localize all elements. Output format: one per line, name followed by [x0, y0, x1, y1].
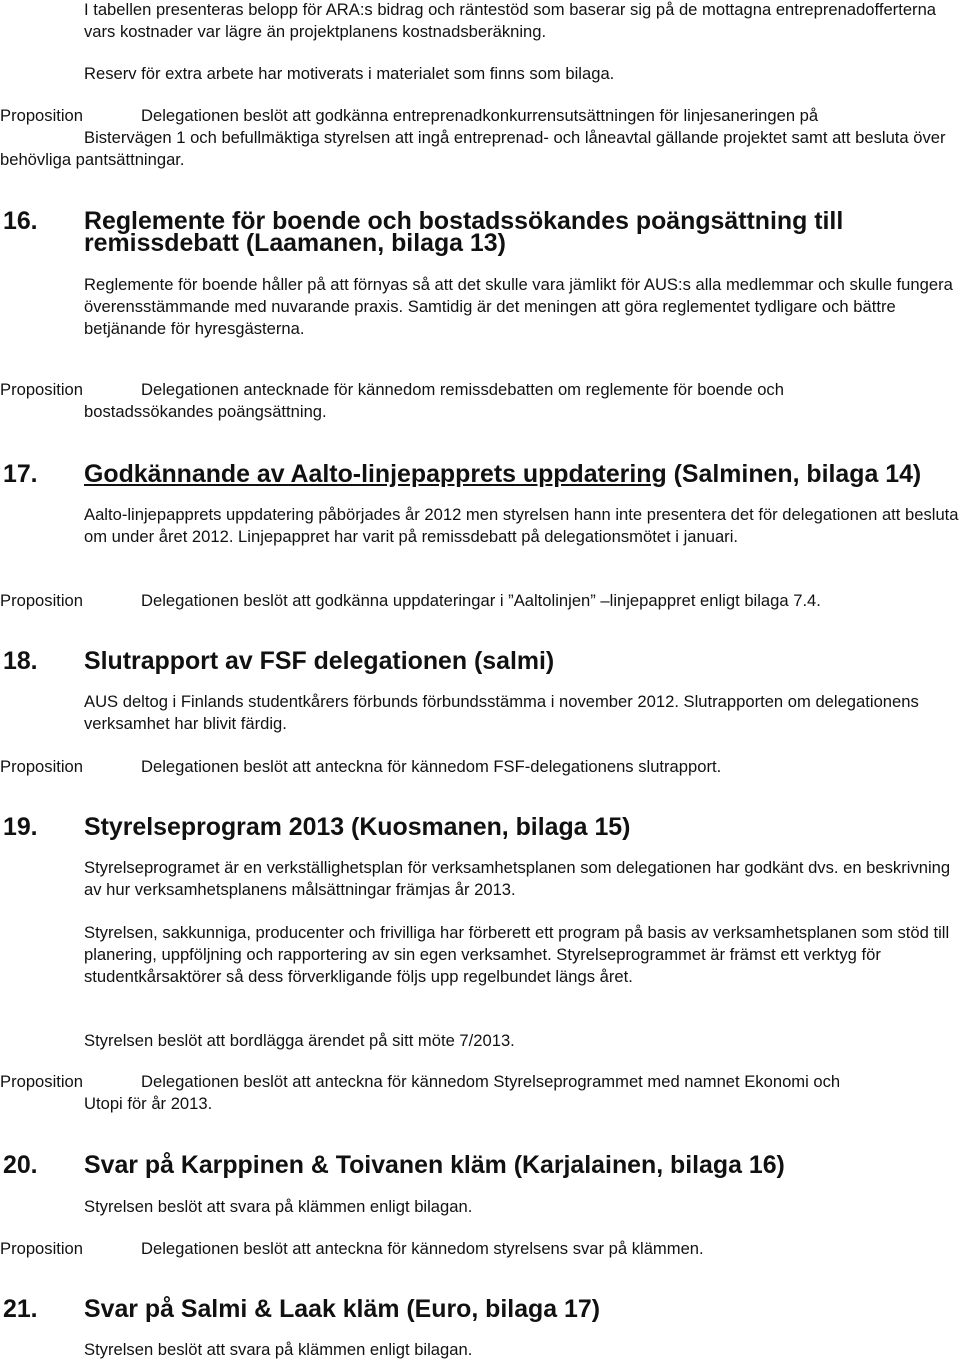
proposition-label: Proposition: [0, 591, 84, 610]
section-16-body: Reglemente för boende håller på att förnyas så att det skulle vara jämlikt för AUS:s alla medlemmar och skulle fungera överensstämmande med nuvarande praxis. Samtidig är det meningen att göra reglementet tydligare och bättre betjänande för hyresgästerna.: [84, 275, 953, 338]
section-19-heading: [0, 813, 960, 841]
section-17-heading: [0, 460, 960, 488]
proposition-17: [0, 590, 960, 612]
section-number: 16.: [3, 207, 38, 235]
section-18-heading: [0, 647, 960, 675]
proposition-text-continued: Utopi för år 2013.: [84, 1094, 213, 1113]
proposition-18: [0, 756, 960, 778]
section-17-body: Aalto-linjepapprets uppdatering påbörjades år 2012 men styrelsen hann inte presentera det för delegationen att besluta om under året 2012. Linjepappret har varit på remissdebatt på delegationsmötet i januari.: [84, 505, 959, 546]
intro-paragraph: I tabellen presenteras belopp för ARA:s bidrag och räntestöd som baserar sig på de mottagna entreprenadofferterna vars kostnader var lägre än projektplanens kostnadsberäkning.: [84, 0, 937, 41]
section-16-heading: [0, 207, 960, 257]
section-title-underlined: Godkännande av Aalto-linjepapprets uppdatering: [84, 460, 667, 488]
proposition-text-continued: bostadssökandes poängsättning.: [84, 402, 327, 421]
proposition-label: Proposition: [0, 1239, 84, 1258]
proposition-text-continued: Bistervägen 1 och befullmäktiga styrelsen att ingå entreprenad- och låneavtal gällande projektet samt att besluta över behövliga pantsättningar.: [0, 128, 946, 169]
proposition-text: Delegationen antecknade för kännedom remissdebatten om reglemente för boende och: [141, 380, 784, 399]
proposition-text: Delegationen beslöt att anteckna för kännedom styrelsens svar på klämmen.: [141, 1239, 704, 1258]
section-19-body-2: Styrelsen, sakkunniga, producenter och frivilliga har förberett ett program på basis av verksamhetsplanen som stöd till planering, uppföljning och rapportering av sin egen verksamhet. Styrelseprogrammet är främst ett verktyg för studentkårsaktörer så dess förverkligande följs upp regelbundet längs året.: [84, 923, 950, 986]
proposition-label: Proposition: [0, 757, 84, 776]
section-title: Svar på Salmi & Laak kläm (Euro, bilaga 17): [84, 1295, 600, 1323]
section-title: Svar på Karppinen & Toivanen kläm (Karjalainen, bilaga 16): [84, 1151, 785, 1179]
proposition-text: Delegationen beslöt att anteckna för kännedom Styrelseprogrammet med namnet Ekonomi och: [141, 1072, 841, 1091]
section-number: 17.: [3, 460, 38, 488]
proposition-text: Delegationen beslöt att godkänna entreprenadkonkurrensutsättningen för linjesaneringen på: [141, 106, 819, 125]
section-number: 19.: [3, 813, 38, 841]
section-18-body: AUS deltog i Finlands studentkårers förbunds förbundsstämma i november 2012. Slutrapporten om delegationens verksamhet har blivit färdig.: [84, 692, 919, 733]
section-number: 21.: [3, 1295, 38, 1323]
proposition-label: Proposition: [0, 106, 84, 125]
proposition-label: Proposition: [0, 1072, 84, 1091]
proposition-label: Proposition: [0, 380, 84, 399]
proposition-20: [0, 1238, 960, 1260]
section-title: Slutrapport av FSF delegationen (salmi): [84, 647, 555, 675]
section-21-body: Styrelsen beslöt att svara på klämmen enligt bilagan.: [84, 1340, 473, 1359]
proposition-text: Delegationen beslöt att godkänna uppdateringar i ”Aaltolinjen” –linjepappret enligt bilaga 7.4.: [141, 591, 821, 610]
section-title-suffix: (Salminen, bilaga 14): [666, 460, 922, 488]
section-19-body-3: Styrelsen beslöt att bordlägga ärendet på sitt möte 7/2013.: [84, 1031, 515, 1050]
section-20-body: Styrelsen beslöt att svara på klämmen enligt bilagan.: [84, 1197, 473, 1216]
section-19-body-1: Styrelseprogramet är en verkställighetsplan för verksamhetsplanen som delegationen har godkänt dvs. en beskrivning av hur verksamhetsplanens målsättningar främjas år 2013.: [84, 858, 951, 899]
proposition-15: [0, 105, 960, 171]
proposition-text: Delegationen beslöt att anteckna för kännedom FSF-delegationens slutrapport.: [141, 757, 722, 776]
section-title: [84, 460, 960, 488]
section-21-heading: [0, 1295, 960, 1323]
reserve-paragraph: Reserv för extra arbete har motiverats i materialet som finns som bilaga.: [84, 64, 615, 83]
section-title: Reglemente för boende och bostadssökandes poängsättning till remissdebatt (Laamanen, bilaga 13): [84, 207, 844, 257]
section-title: Styrelseprogram 2013 (Kuosmanen, bilaga 15): [84, 813, 631, 841]
section-number: 18.: [3, 647, 38, 675]
section-number: 20.: [3, 1151, 38, 1179]
proposition-19: [0, 1071, 960, 1115]
proposition-16: [0, 379, 960, 423]
section-20-heading: [0, 1151, 960, 1179]
